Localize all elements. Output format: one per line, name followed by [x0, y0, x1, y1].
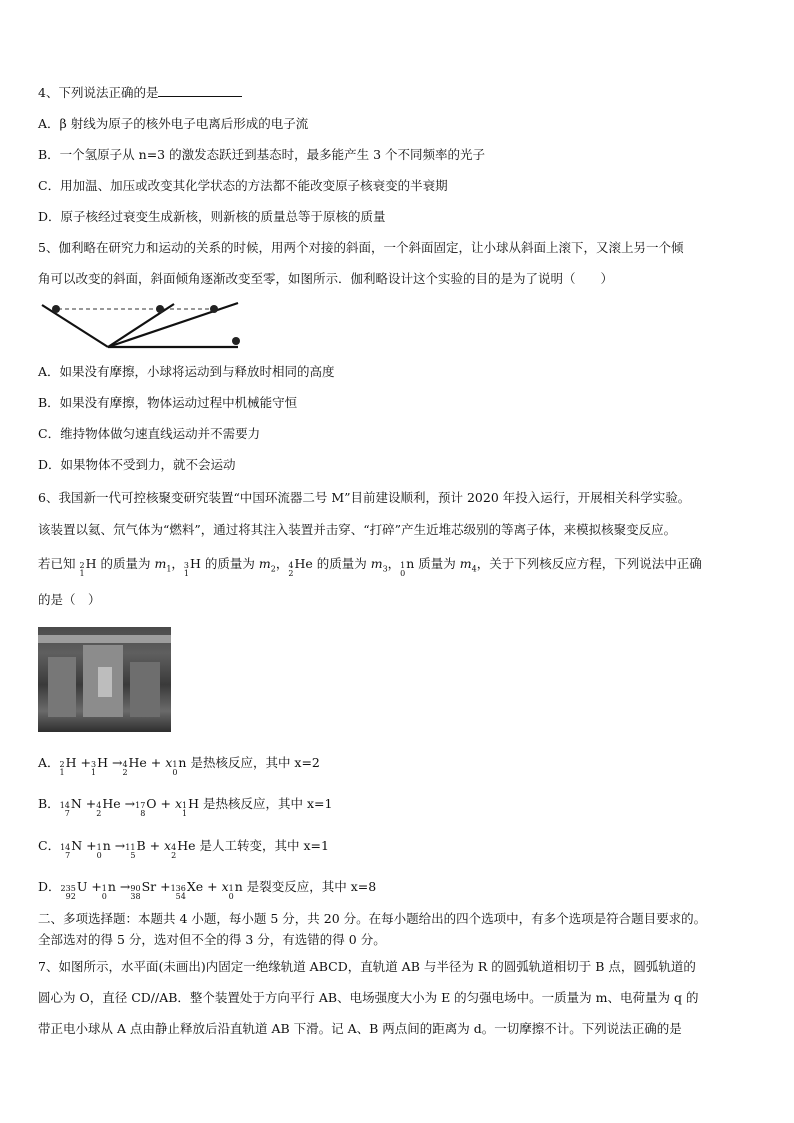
ball-steep — [156, 305, 164, 313]
q4-option-c: C．用加温、加压或改变其化学状态的方法都不能改变原子核衰变的半衰期 — [38, 178, 448, 193]
q6-stem-line3: 若已知 2 1 H 的质量为 $m_1$， 3 1 H 的质量为 $m_2$， 4 2 He 的质量为 $m_3$， 1 0 n 质量为 $m_4$，关于下列核反应方程，下列说法中正确 — [38, 556, 702, 578]
q6-stem-line1: 6、我国新一代可控核聚变研究装置“中国环流器二号 M”目前建设顺利，预计 2020 年投入运行，开展相关科学实验。 — [38, 490, 691, 505]
q4-stem: 4、下列说法正确的是 — [38, 84, 242, 101]
q5-option-a: A．如果没有摩擦，小球将运动到与释放时相同的高度 — [38, 364, 335, 379]
q4-option-d: D．原子核经过衰变生成新核，则新核的质量总等于原核的质量 — [38, 209, 386, 224]
q7-line1: 7、如图所示，水平面(未画出)内固定一绝缘轨道 ABCD，直轨道 AB 与半径为 R 的圆弧轨道相切于 B 点，圆弧轨道的 — [38, 959, 696, 974]
q6-option-b: B． 14 7 N + 4 2 He → 17 8 O + x 1 1 H 是热核反应，其中 x=1 — [38, 796, 333, 818]
q5-stem-line2: 角可以改变的斜面，斜面倾角逐渐改变至零，如图所示．伽利略设计这个实验的目的是为了说明（ ） — [38, 271, 614, 286]
q7-line3: 带正电小球从 A 点由静止释放后沿直轨道 AB 下滑。记 A、B 两点间的距离为 d。一切摩擦不计。下列说法正确的是 — [38, 1021, 682, 1036]
q6-stem-line4: 的是（ ） — [38, 592, 101, 607]
ball-horizontal — [232, 337, 240, 345]
section2-line1: 二、多项选择题：本题共 4 小题，每小题 5 分，共 20 分。在每小题给出的四个选项中，有多个选项是符合题目要求的。 — [38, 911, 707, 926]
q6-option-c: C． 14 7 N + 1 0 n → 11 5 B + x 4 2 He 是人工转变，其中 x=1 — [38, 838, 329, 860]
shallow-incline — [108, 303, 238, 347]
steep-incline — [108, 304, 174, 347]
q5-stem-line1: 5、伽利略在研究力和运动的关系的时候，用两个对接的斜面，一个斜面固定，让小球从斜面上滚下，又滚上另一个倾 — [38, 240, 684, 255]
q5-option-b: B．如果没有摩擦，物体运动过程中机械能守恒 — [38, 395, 298, 410]
q4-option-a: A．β 射线为原子的核外电子电离后形成的电子流 — [38, 116, 309, 131]
q6-stem-line2: 该装置以氦、氘气体为“燃料”，通过将其注入装置并击穿、“打碎”产生近堆芯级别的等离子体，来模拟核聚变反应。 — [38, 522, 677, 537]
incline-diagram — [38, 300, 253, 352]
q4-option-b: B．一个氢原子从 n=3 的激发态跃迁到基态时，最多能产生 3 个不同频率的光子 — [38, 147, 486, 162]
q7-line2: 圆心为 O，直径 CD//AB．整个装置处于方向平行 AB、电场强度大小为 E 的匀强电场中。一质量为 m、电荷量为 q 的 — [38, 990, 699, 1005]
ball-shallow — [210, 305, 218, 313]
tokamak-photo — [38, 627, 171, 732]
ball-start — [52, 305, 60, 313]
nuclide-h2: 2 1 — [79, 561, 85, 578]
answer-blank — [158, 84, 242, 97]
fixed-incline — [42, 305, 108, 347]
q5-option-d: D．如果物体不受到力，就不会运动 — [38, 457, 236, 472]
q5-option-c: C．维持物体做匀速直线运动并不需要力 — [38, 426, 261, 441]
section2-line2: 全部选对的得 5 分，选对但不全的得 3 分，有选错的得 0 分。 — [38, 932, 386, 947]
q6-option-a: A． 2 1 H + 3 1 H → 4 2 He + x 1 0 n 是热核反应，其中 x=2 — [38, 755, 320, 777]
q6-option-d: D． 235 92 U + 1 0 n → 90 38 Sr + 136 54 Xe + x 1 0 n 是裂变反应，其中 x=8 — [38, 879, 377, 901]
